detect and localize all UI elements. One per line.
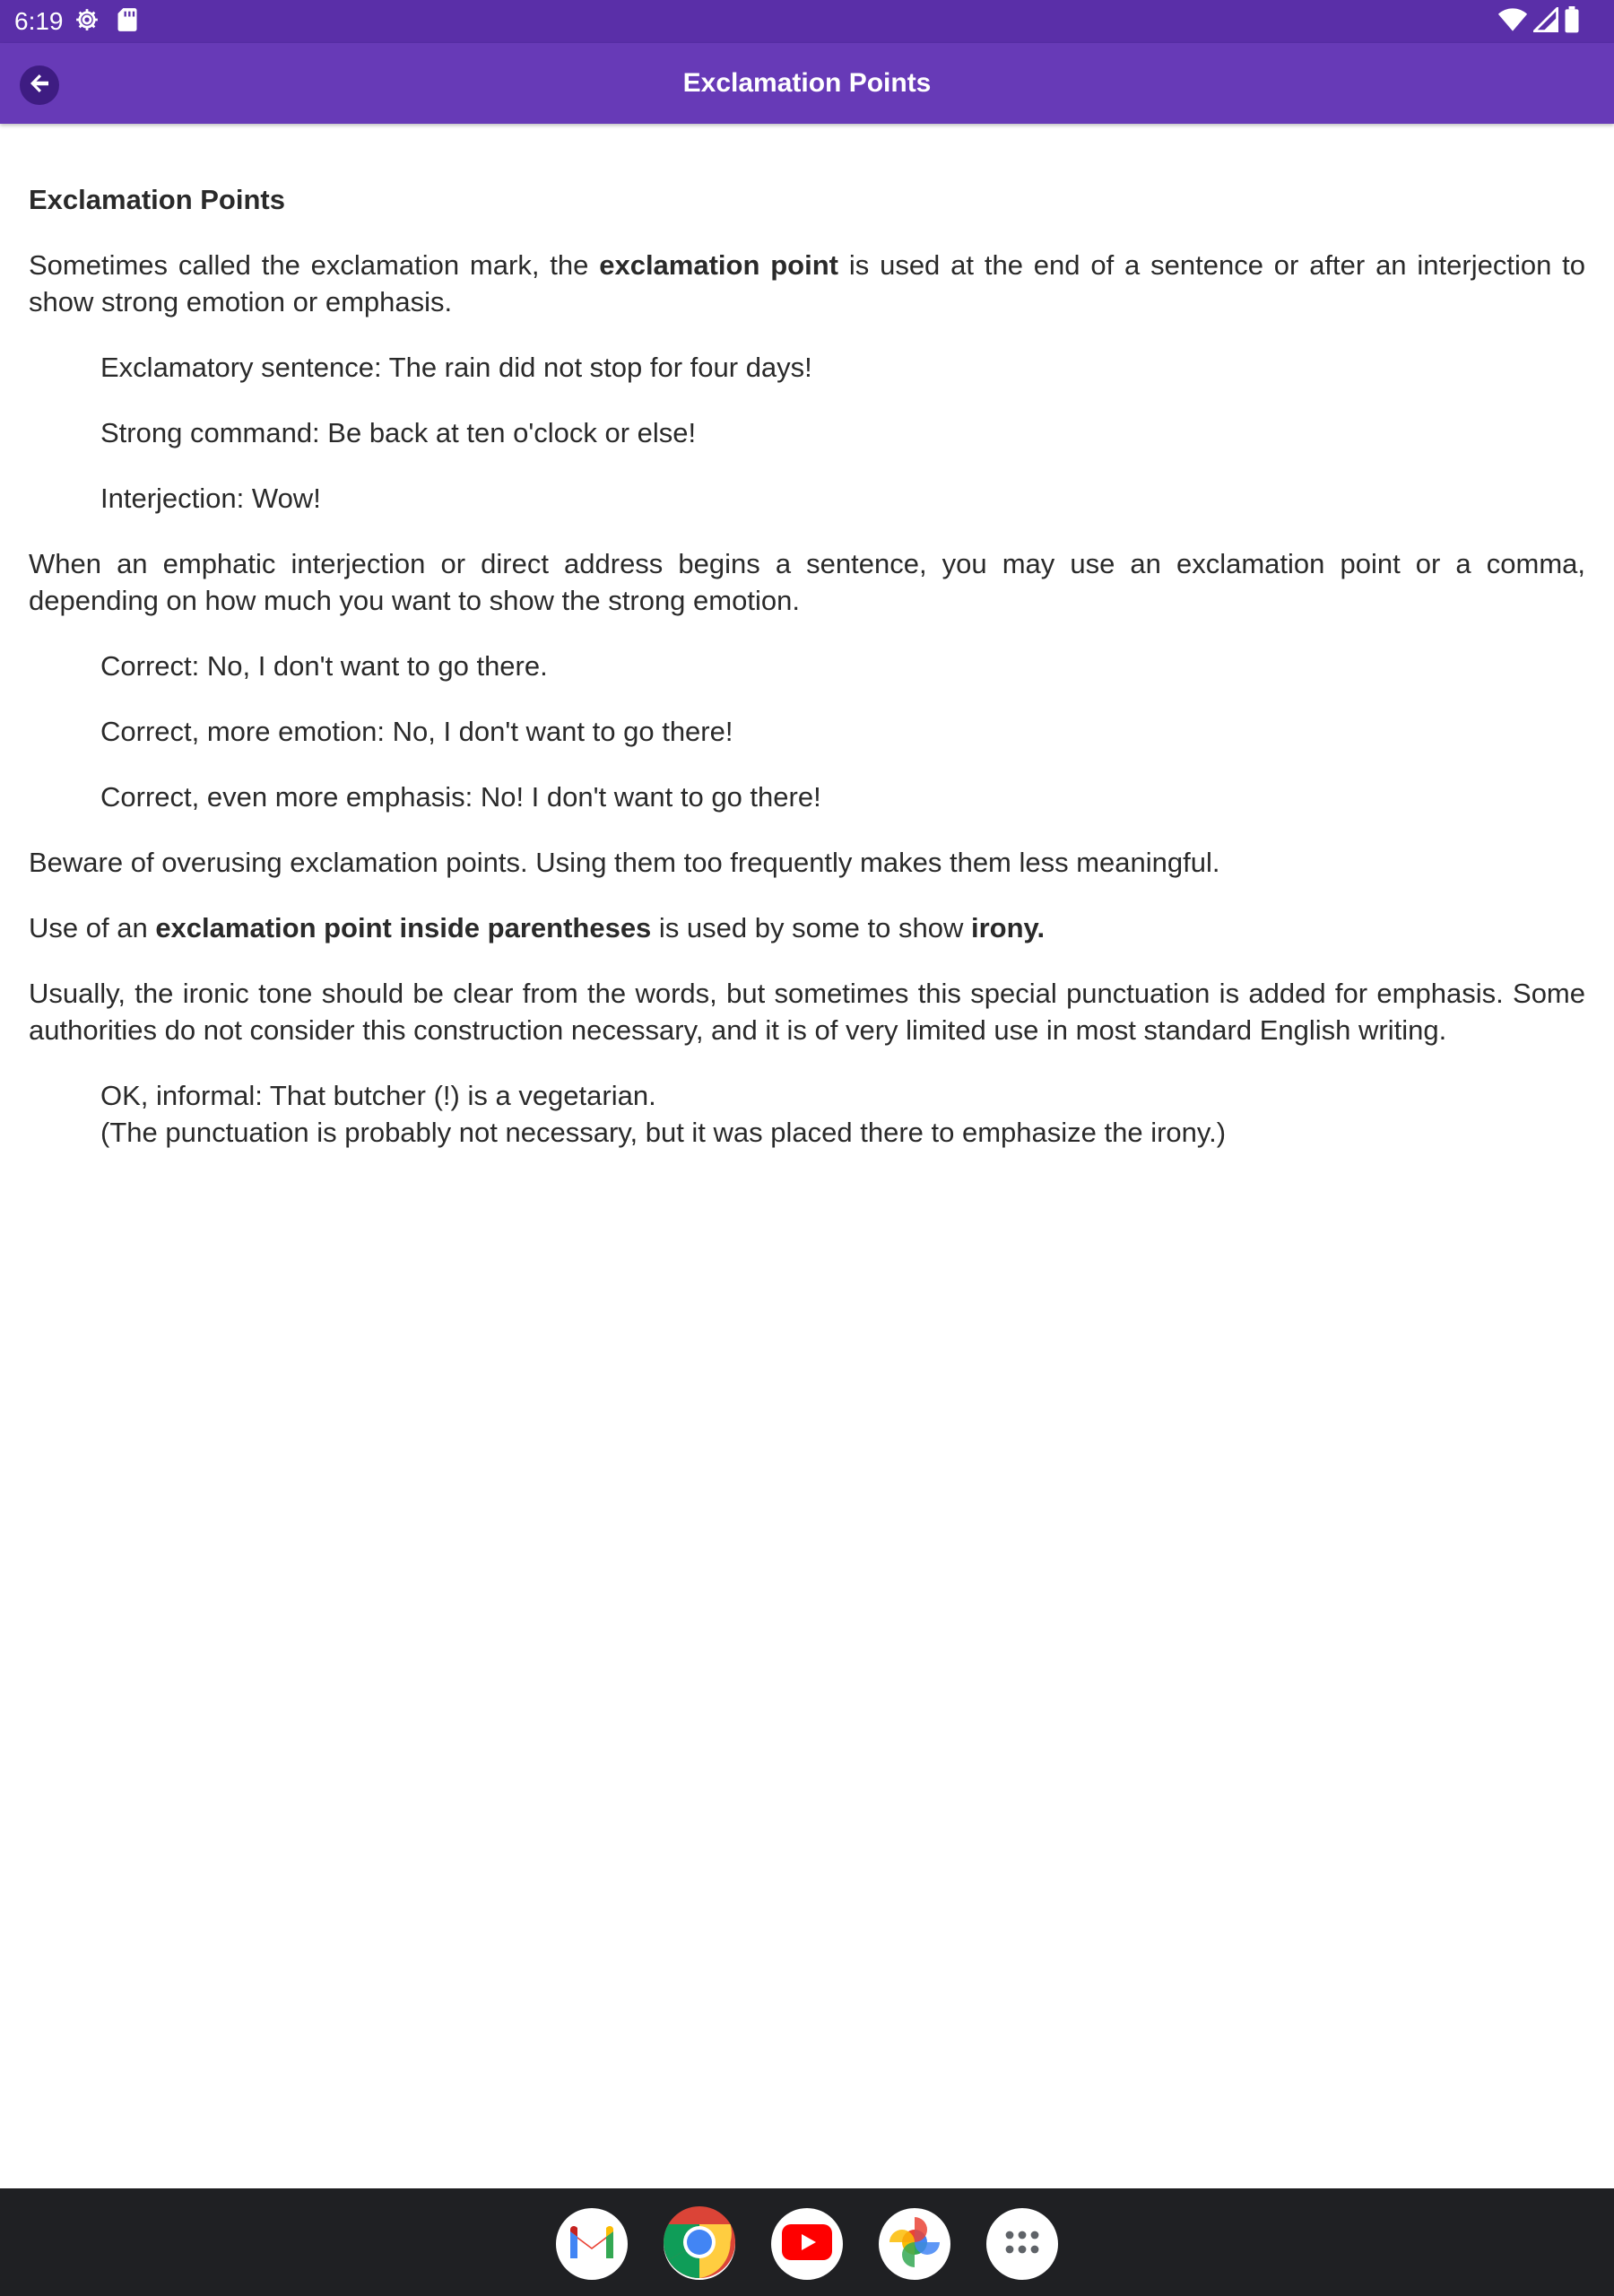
intro-text-after: is used at the end of a sentence or after an interjection to show strong emotion or emphasis. xyxy=(29,249,1586,317)
settings-gear-icon xyxy=(74,6,100,38)
intro-text-before: Sometimes called the exclamation mark, the xyxy=(29,249,600,281)
article-content xyxy=(29,152,1585,1179)
parentheses-text-middle: is used by some to show xyxy=(651,912,971,944)
article-heading: Exclamation Points xyxy=(29,184,285,215)
status-time: 6:19 xyxy=(14,7,64,35)
app-drawer-button[interactable] xyxy=(986,2208,1058,2280)
youtube-app[interactable] xyxy=(771,2208,843,2280)
status-left-icons xyxy=(74,7,138,36)
app-bar xyxy=(0,43,1614,124)
example-exclamatory: Exclamatory sentence: The rain did not stop for four days! xyxy=(100,352,812,383)
status-right-icons xyxy=(1497,7,1580,36)
example-more-emphasis: Correct, even more emphasis: No! I don't want to go there! xyxy=(100,781,821,813)
example-correct: Correct: No, I don't want to go there. xyxy=(100,650,548,682)
photos-app[interactable] xyxy=(879,2208,950,2280)
youtube-icon xyxy=(782,2224,832,2265)
overuse-paragraph: Beware of overusing exclamation points. Using them too frequently makes them less meaningful. xyxy=(29,847,1220,878)
app-title: Exclamation Points xyxy=(682,68,932,98)
photos-icon xyxy=(889,2217,940,2272)
chrome-icon xyxy=(664,2206,735,2283)
example-irony-line2: (The punctuation is probably not necessary, but it was placed there to emphasize the irony.) xyxy=(100,1117,1227,1148)
status-bar xyxy=(0,0,1614,43)
intro-paragraph xyxy=(29,247,1585,320)
irony-bold-term: irony. xyxy=(970,912,1046,944)
back-button[interactable] xyxy=(20,65,59,105)
battery-icon xyxy=(1564,6,1580,38)
interjection-paragraph: When an emphatic interjection or direct address begins a sentence, you may use an exclamation point or a comma, depending on how much you want to show the strong emotion. xyxy=(29,548,1585,616)
gmail-icon xyxy=(568,2224,615,2265)
example-strong-command: Strong command: Be back at ten o'clock or else! xyxy=(100,417,697,448)
chrome-app[interactable] xyxy=(664,2208,735,2280)
app-dock xyxy=(556,2208,1058,2280)
intro-bold-term: exclamation point xyxy=(599,249,838,281)
wifi-icon xyxy=(1497,7,1528,37)
parentheses-paragraph xyxy=(29,909,1585,946)
gmail-app[interactable] xyxy=(556,2208,628,2280)
sd-card-icon xyxy=(117,7,138,37)
cellular-signal-icon xyxy=(1533,7,1558,37)
navigation-bar xyxy=(0,2188,1614,2296)
example-irony xyxy=(100,1077,1585,1151)
back-arrow-icon xyxy=(26,70,53,101)
ironic-tone-paragraph: Usually, the ironic tone should be clear from the words, but sometimes this special punctuation is added for emphasis. Some authorities do not consider this construction necessary, and it is of very limited use in most standard English writing. xyxy=(29,978,1585,1046)
parentheses-bold-term: exclamation point inside parentheses xyxy=(155,912,652,944)
app-drawer-icon xyxy=(1004,2230,1040,2259)
example-interjection: Interjection: Wow! xyxy=(100,483,321,514)
parentheses-text-before: Use of an xyxy=(29,912,156,944)
example-more-emotion: Correct, more emotion: No, I don't want to go there! xyxy=(100,716,733,747)
example-irony-line1: OK, informal: That butcher (!) is a vegetarian. xyxy=(100,1080,656,1111)
